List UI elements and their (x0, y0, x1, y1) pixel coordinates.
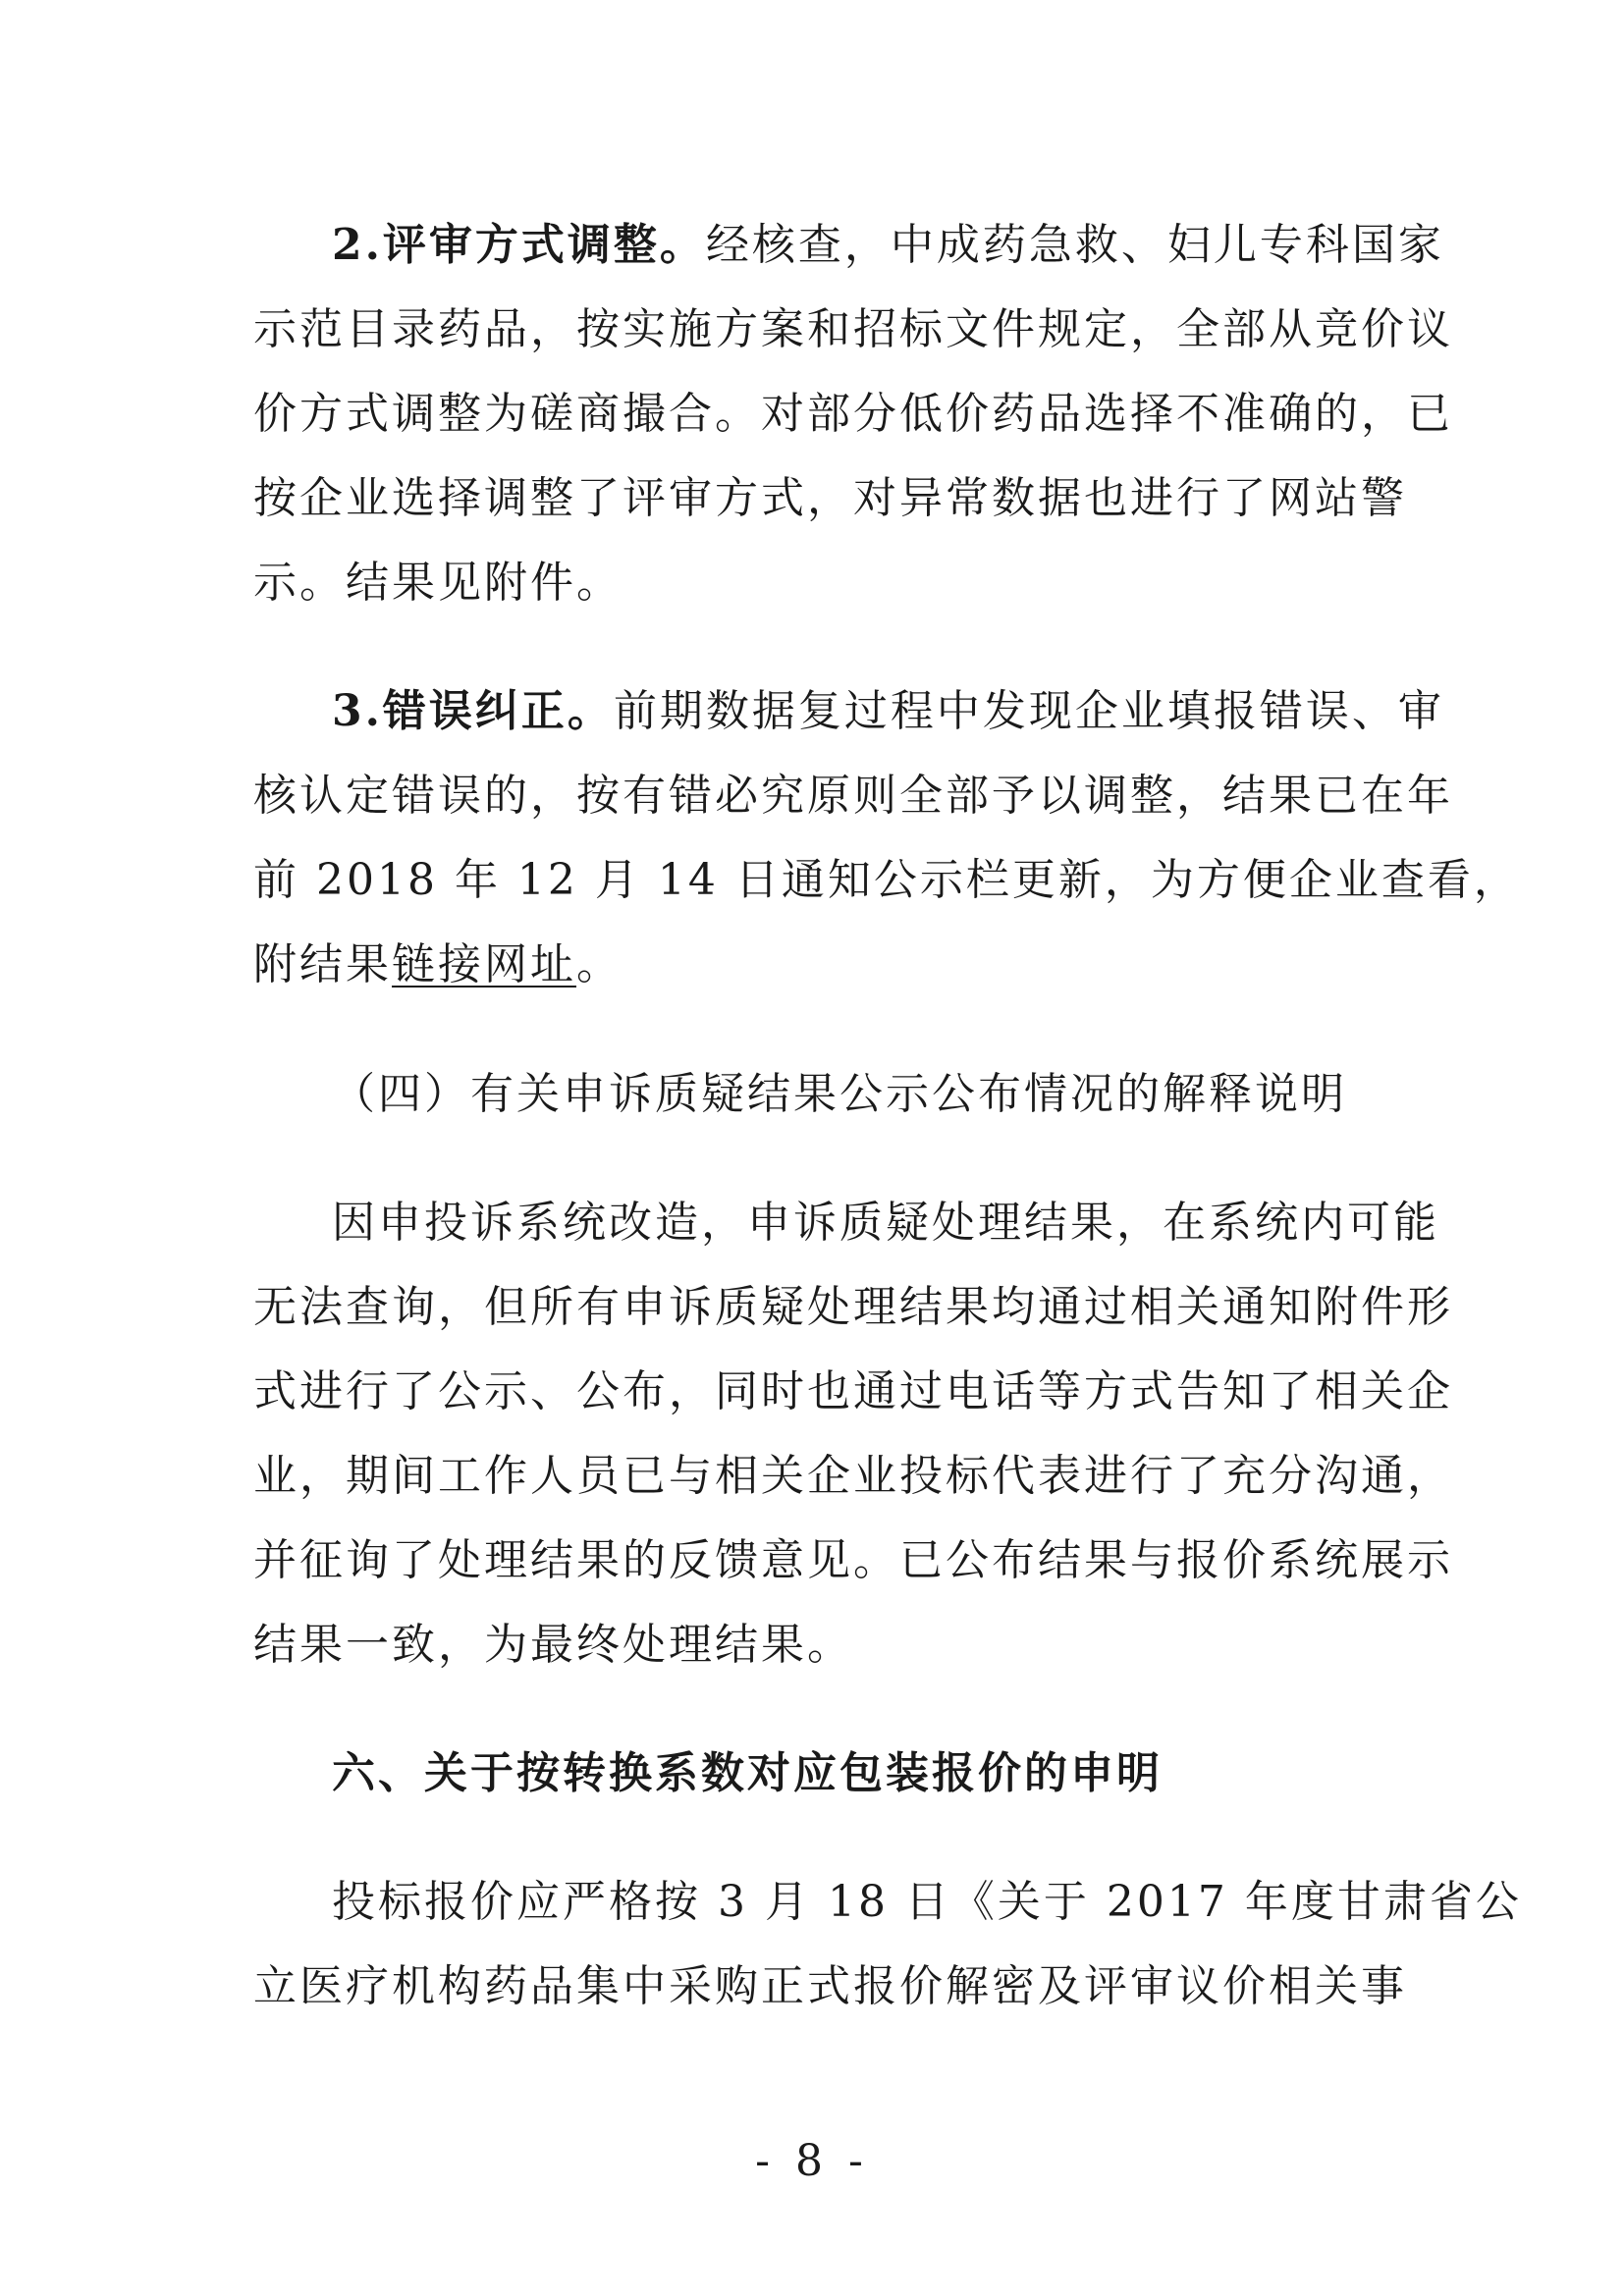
error-first-text: 前期数据复过程中发现企业填报错误、审 (613, 686, 1444, 736)
paragraph-review-line-3: 价方式调整为磋商撮合。对部分低价药品选择不准确的，已 (253, 389, 1453, 439)
error-heading: 3.错误纠正。 (332, 686, 614, 736)
paragraph-appeal-line-6: 结果一致，为最终处理结果。 (253, 1620, 853, 1670)
paragraph-error-line-3: 前 2018 年 12 月 14 日通知公示栏更新，为方便企业查看， (253, 855, 1520, 905)
subheading-appeal-results: （四）有关申诉质疑结果公示公布情况的解释说明 (332, 1069, 1347, 1119)
error-last-suffix: 。 (576, 939, 623, 989)
paragraph-appeal-line-5: 并征询了处理结果的反馈意见。已公布结果与报价系统展示 (253, 1535, 1453, 1585)
paragraph-appeal-line-1: 因申投诉系统改造，申诉质疑处理结果，在系统内可能 (332, 1198, 1439, 1248)
paragraph-error-line-1 (332, 682, 1444, 741)
paragraph-error-line-2: 核认定错误的，按有错必究原则全部予以调整，结果已在年 (253, 771, 1453, 821)
review-first-text: 经核查，中成药急救、妇儿专科国家 (705, 220, 1444, 270)
review-heading: 2.评审方式调整。 (332, 220, 706, 270)
paragraph-quote-line-2: 立医疗机构药品集中采购正式报价解密及评审议价相关事 (253, 1961, 1407, 2011)
error-last-prefix: 附结果 (253, 939, 392, 989)
paragraph-review-line-5: 示。结果见附件。 (253, 558, 623, 608)
paragraph-review-line-4: 按企业选择调整了评审方式，对异常数据也进行了网站警 (253, 473, 1407, 523)
paragraph-appeal-line-3: 式进行了公示、公布，同时也通过电话等方式告知了相关企 (253, 1366, 1453, 1416)
section-6-heading: 六、关于按转换系数对应包装报价的申明 (332, 1748, 1163, 1798)
page-number: - 8 - (755, 2136, 869, 2186)
paragraph-appeal-line-2: 无法查询，但所有申诉质疑处理结果均通过相关通知附件形 (253, 1282, 1453, 1332)
paragraph-appeal-line-4: 业，期间工作人员已与相关企业投标代表进行了充分沟通， (253, 1451, 1453, 1501)
result-link[interactable]: 链接网址 (392, 939, 576, 989)
paragraph-error-line-4 (253, 935, 1382, 994)
paragraph-review-line-1 (332, 216, 1444, 275)
paragraph-review-line-2: 示范目录药品，按实施方案和招标文件规定，全部从竞价议 (253, 304, 1453, 354)
paragraph-quote-line-1: 投标报价应严格按 3 月 18 日《关于 2017 年度甘肃省公 (332, 1877, 1522, 1927)
